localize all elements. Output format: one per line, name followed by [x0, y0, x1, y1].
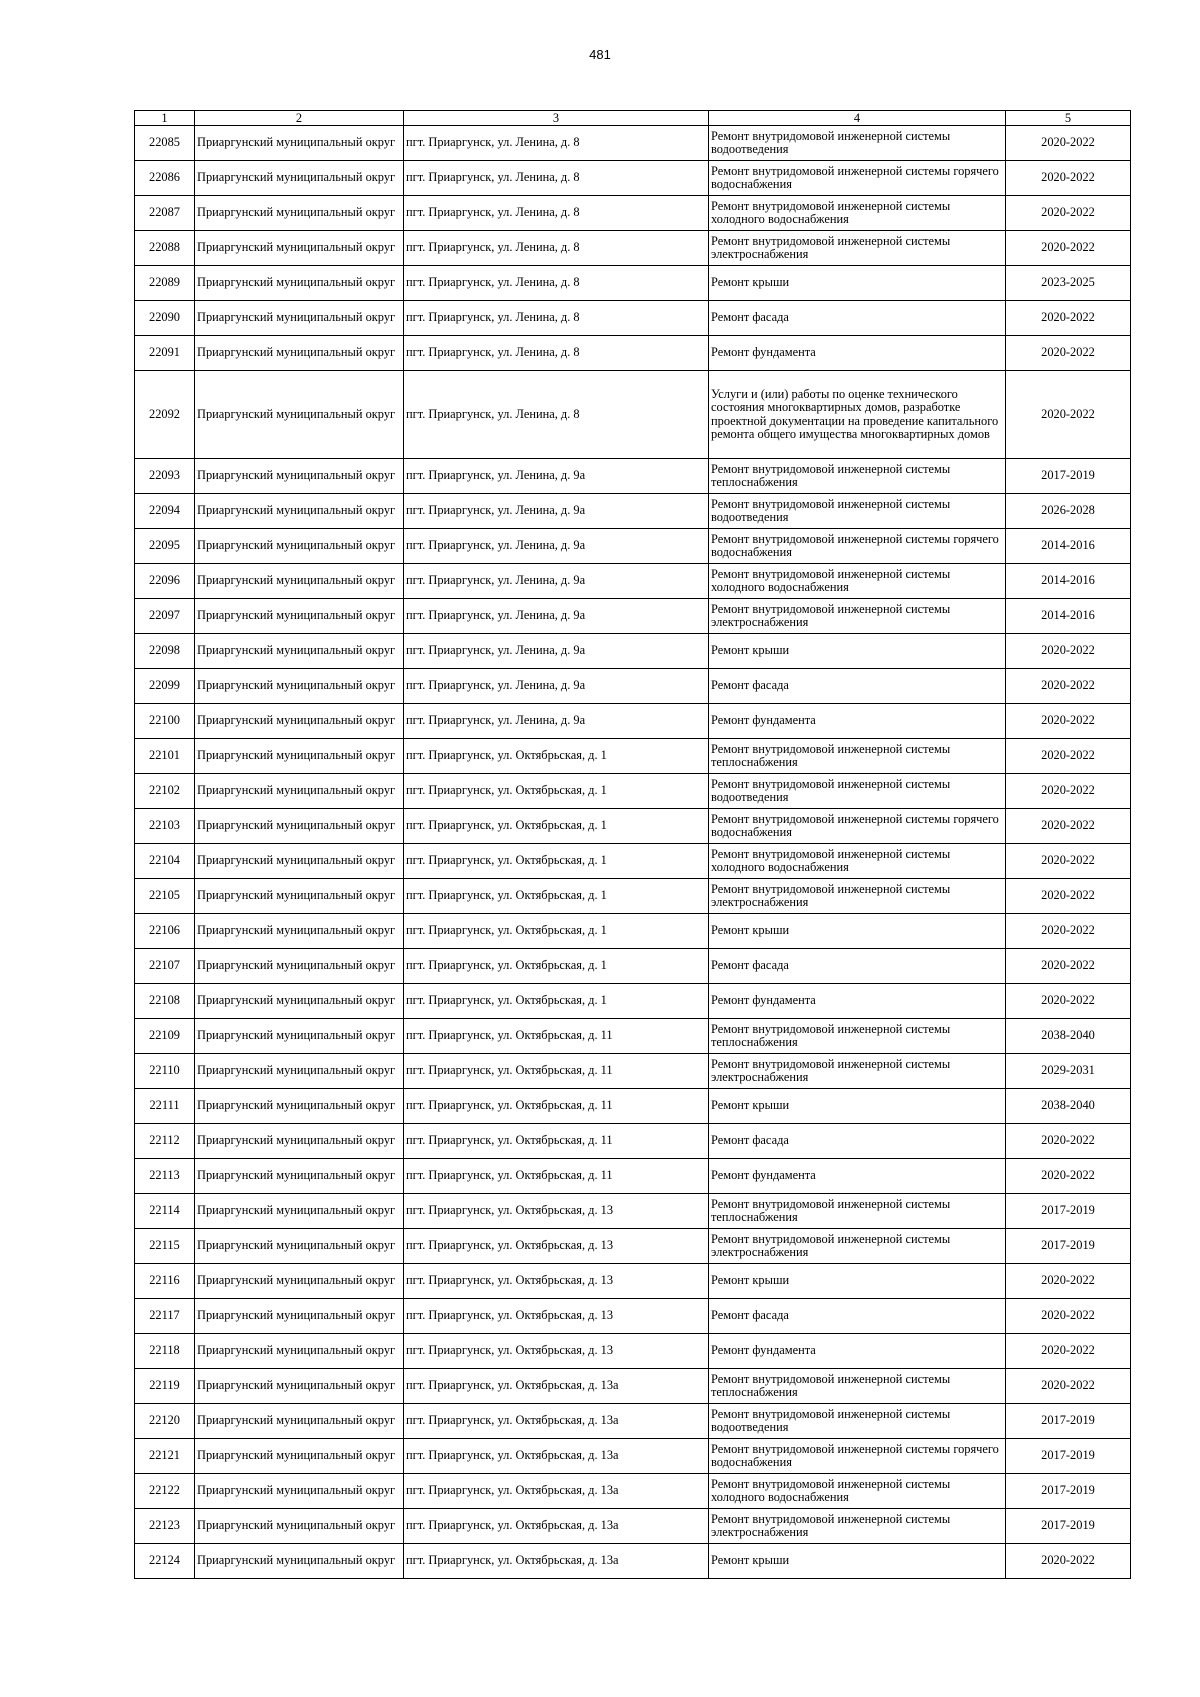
work-type-cell: Ремонт внутридомовой инженерной системы электроснабжения — [709, 1229, 1006, 1264]
work-type-cell: Ремонт крыши — [709, 1264, 1006, 1299]
table-body — [135, 111, 1131, 1579]
municipality-cell: Приаргунский муниципальный округ — [195, 231, 404, 266]
period-cell: 2020-2022 — [1006, 126, 1131, 161]
work-type-cell: Ремонт крыши — [709, 1089, 1006, 1124]
table-row — [135, 1194, 1131, 1229]
address-cell: пгт. Приаргунск, ул. Октябрьская, д. 1 — [404, 844, 709, 879]
municipality-cell: Приаргунский муниципальный округ — [195, 196, 404, 231]
period-cell: 2020-2022 — [1006, 809, 1131, 844]
period-cell: 2026-2028 — [1006, 494, 1131, 529]
municipality-cell: Приаргунский муниципальный округ — [195, 669, 404, 704]
period-cell: 2029-2031 — [1006, 1054, 1131, 1089]
table-row — [135, 1404, 1131, 1439]
row-number: 22087 — [135, 196, 195, 231]
table-row — [135, 1474, 1131, 1509]
municipality-cell: Приаргунский муниципальный округ — [195, 984, 404, 1019]
table-row — [135, 1509, 1131, 1544]
address-cell: пгт. Приаргунск, ул. Октябрьская, д. 11 — [404, 1019, 709, 1054]
work-type-cell: Ремонт крыши — [709, 266, 1006, 301]
row-number: 22120 — [135, 1404, 195, 1439]
address-cell: пгт. Приаргунск, ул. Октябрьская, д. 13а — [404, 1439, 709, 1474]
row-number: 22122 — [135, 1474, 195, 1509]
column-header-5: 5 — [1006, 111, 1131, 126]
row-number: 22092 — [135, 371, 195, 459]
row-number: 22098 — [135, 634, 195, 669]
address-cell: пгт. Приаргунск, ул. Октябрьская, д. 1 — [404, 809, 709, 844]
municipality-cell: Приаргунский муниципальный округ — [195, 949, 404, 984]
period-cell: 2020-2022 — [1006, 196, 1131, 231]
period-cell: 2020-2022 — [1006, 1334, 1131, 1369]
row-number: 22090 — [135, 301, 195, 336]
period-cell: 2020-2022 — [1006, 1369, 1131, 1404]
period-cell: 2020-2022 — [1006, 704, 1131, 739]
row-number: 22118 — [135, 1334, 195, 1369]
municipality-cell: Приаргунский муниципальный округ — [195, 301, 404, 336]
table-row — [135, 844, 1131, 879]
address-cell: пгт. Приаргунск, ул. Октябрьская, д. 13а — [404, 1474, 709, 1509]
work-type-cell: Ремонт фундамента — [709, 1159, 1006, 1194]
table-row — [135, 266, 1131, 301]
page-number: 481 — [589, 47, 611, 62]
work-type-cell: Ремонт внутридомовой инженерной системы горячего водоснабжения — [709, 809, 1006, 844]
table-row — [135, 914, 1131, 949]
table-row — [135, 1544, 1131, 1579]
row-number: 22101 — [135, 739, 195, 774]
period-cell: 2020-2022 — [1006, 1264, 1131, 1299]
row-number: 22095 — [135, 529, 195, 564]
table-row — [135, 459, 1131, 494]
municipality-cell: Приаргунский муниципальный округ — [195, 1439, 404, 1474]
address-cell: пгт. Приаргунск, ул. Октябрьская, д. 1 — [404, 984, 709, 1019]
table-row — [135, 1054, 1131, 1089]
row-number: 22112 — [135, 1124, 195, 1159]
municipality-cell: Приаргунский муниципальный округ — [195, 1229, 404, 1264]
column-header-3: 3 — [404, 111, 709, 126]
table-row — [135, 196, 1131, 231]
row-number: 22094 — [135, 494, 195, 529]
period-cell: 2020-2022 — [1006, 739, 1131, 774]
municipality-cell: Приаргунский муниципальный округ — [195, 879, 404, 914]
address-cell: пгт. Приаргунск, ул. Октябрьская, д. 13а — [404, 1544, 709, 1579]
municipality-cell: Приаргунский муниципальный округ — [195, 126, 404, 161]
address-cell: пгт. Приаргунск, ул. Октябрьская, д. 1 — [404, 914, 709, 949]
work-type-cell: Ремонт фасада — [709, 1124, 1006, 1159]
period-cell: 2014-2016 — [1006, 564, 1131, 599]
municipality-cell: Приаргунский муниципальный округ — [195, 494, 404, 529]
work-type-cell: Ремонт фундамента — [709, 984, 1006, 1019]
column-header-4: 4 — [709, 111, 1006, 126]
table-row — [135, 1159, 1131, 1194]
table-row — [135, 1369, 1131, 1404]
table-row — [135, 1264, 1131, 1299]
address-cell: пгт. Приаргунск, ул. Ленина, д. 9а — [404, 529, 709, 564]
address-cell: пгт. Приаргунск, ул. Ленина, д. 8 — [404, 336, 709, 371]
work-type-cell: Ремонт внутридомовой инженерной системы теплоснабжения — [709, 1019, 1006, 1054]
period-cell: 2017-2019 — [1006, 1229, 1131, 1264]
address-cell: пгт. Приаргунск, ул. Ленина, д. 8 — [404, 161, 709, 196]
work-type-cell: Ремонт внутридомовой инженерной системы горячего водоснабжения — [709, 1439, 1006, 1474]
address-cell: пгт. Приаргунск, ул. Ленина, д. 8 — [404, 196, 709, 231]
row-number: 22124 — [135, 1544, 195, 1579]
work-type-cell: Ремонт внутридомовой инженерной системы водоотведения — [709, 1404, 1006, 1439]
table-row — [135, 529, 1131, 564]
table-row — [135, 494, 1131, 529]
column-header-2: 2 — [195, 111, 404, 126]
work-type-cell: Ремонт внутридомовой инженерной системы электроснабжения — [709, 231, 1006, 266]
work-type-cell: Ремонт внутридомовой инженерной системы теплоснабжения — [709, 459, 1006, 494]
municipality-cell: Приаргунский муниципальный округ — [195, 336, 404, 371]
row-number: 22100 — [135, 704, 195, 739]
column-number-row — [135, 111, 1131, 126]
municipality-cell: Приаргунский муниципальный округ — [195, 704, 404, 739]
work-type-cell: Ремонт внутридомовой инженерной системы горячего водоснабжения — [709, 161, 1006, 196]
row-number: 22105 — [135, 879, 195, 914]
address-cell: пгт. Приаргунск, ул. Октябрьская, д. 1 — [404, 739, 709, 774]
table-row — [135, 564, 1131, 599]
table-row — [135, 1124, 1131, 1159]
work-type-cell: Ремонт внутридомовой инженерной системы электроснабжения — [709, 1509, 1006, 1544]
row-number: 22123 — [135, 1509, 195, 1544]
municipality-cell: Приаргунский муниципальный округ — [195, 1334, 404, 1369]
work-type-cell: Ремонт внутридомовой инженерной системы холодного водоснабжения — [709, 564, 1006, 599]
work-type-cell: Ремонт внутридомовой инженерной системы водоотведения — [709, 494, 1006, 529]
table-row — [135, 599, 1131, 634]
address-cell: пгт. Приаргунск, ул. Октябрьская, д. 13 — [404, 1299, 709, 1334]
address-cell: пгт. Приаргунск, ул. Ленина, д. 8 — [404, 371, 709, 459]
work-type-cell: Ремонт фундамента — [709, 704, 1006, 739]
period-cell: 2017-2019 — [1006, 1404, 1131, 1439]
period-cell: 2020-2022 — [1006, 301, 1131, 336]
row-number: 22106 — [135, 914, 195, 949]
period-cell: 2020-2022 — [1006, 161, 1131, 196]
work-type-cell: Ремонт внутридомовой инженерной системы водоотведения — [709, 126, 1006, 161]
work-type-cell: Ремонт внутридомовой инженерной системы электроснабжения — [709, 879, 1006, 914]
work-type-cell: Ремонт фасада — [709, 669, 1006, 704]
municipality-cell: Приаргунский муниципальный округ — [195, 1054, 404, 1089]
municipality-cell: Приаргунский муниципальный округ — [195, 459, 404, 494]
period-cell: 2020-2022 — [1006, 844, 1131, 879]
table-row — [135, 774, 1131, 809]
period-cell: 2020-2022 — [1006, 1159, 1131, 1194]
municipality-cell: Приаргунский муниципальный округ — [195, 774, 404, 809]
work-type-cell: Ремонт фасада — [709, 1299, 1006, 1334]
table-row — [135, 161, 1131, 196]
row-number: 22088 — [135, 231, 195, 266]
period-cell: 2038-2040 — [1006, 1019, 1131, 1054]
capital-repair-table — [134, 110, 1131, 1579]
address-cell: пгт. Приаргунск, ул. Октябрьская, д. 13 — [404, 1334, 709, 1369]
table-row — [135, 879, 1131, 914]
period-cell: 2023-2025 — [1006, 266, 1131, 301]
address-cell: пгт. Приаргунск, ул. Ленина, д. 9а — [404, 564, 709, 599]
row-number: 22116 — [135, 1264, 195, 1299]
table-row — [135, 949, 1131, 984]
table-row — [135, 1089, 1131, 1124]
municipality-cell: Приаргунский муниципальный округ — [195, 634, 404, 669]
address-cell: пгт. Приаргунск, ул. Ленина, д. 9а — [404, 669, 709, 704]
table-row — [135, 371, 1131, 459]
municipality-cell: Приаргунский муниципальный округ — [195, 1019, 404, 1054]
work-type-cell: Ремонт внутридомовой инженерной системы теплоснабжения — [709, 739, 1006, 774]
row-number: 22093 — [135, 459, 195, 494]
period-cell: 2020-2022 — [1006, 1544, 1131, 1579]
period-cell: 2020-2022 — [1006, 914, 1131, 949]
municipality-cell: Приаргунский муниципальный округ — [195, 1299, 404, 1334]
work-type-cell: Ремонт крыши — [709, 634, 1006, 669]
table-row — [135, 739, 1131, 774]
period-cell: 2020-2022 — [1006, 879, 1131, 914]
municipality-cell: Приаргунский муниципальный округ — [195, 1474, 404, 1509]
municipality-cell: Приаргунский муниципальный округ — [195, 1404, 404, 1439]
row-number: 22099 — [135, 669, 195, 704]
address-cell: пгт. Приаргунск, ул. Ленина, д. 9а — [404, 459, 709, 494]
address-cell: пгт. Приаргунск, ул. Ленина, д. 9а — [404, 704, 709, 739]
work-type-cell: Ремонт внутридомовой инженерной системы теплоснабжения — [709, 1194, 1006, 1229]
row-number: 22102 — [135, 774, 195, 809]
address-cell: пгт. Приаргунск, ул. Ленина, д. 9а — [404, 599, 709, 634]
address-cell: пгт. Приаргунск, ул. Октябрьская, д. 13а — [404, 1404, 709, 1439]
row-number: 22097 — [135, 599, 195, 634]
period-cell: 2020-2022 — [1006, 949, 1131, 984]
municipality-cell: Приаргунский муниципальный округ — [195, 1124, 404, 1159]
period-cell: 2014-2016 — [1006, 529, 1131, 564]
address-cell: пгт. Приаргунск, ул. Октябрьская, д. 13 — [404, 1194, 709, 1229]
table-row — [135, 231, 1131, 266]
address-cell: пгт. Приаргунск, ул. Ленина, д. 8 — [404, 126, 709, 161]
period-cell: 2038-2040 — [1006, 1089, 1131, 1124]
row-number: 22107 — [135, 949, 195, 984]
municipality-cell: Приаргунский муниципальный округ — [195, 1369, 404, 1404]
table-row — [135, 634, 1131, 669]
row-number: 22104 — [135, 844, 195, 879]
municipality-cell: Приаргунский муниципальный округ — [195, 1264, 404, 1299]
row-number: 22111 — [135, 1089, 195, 1124]
row-number: 22096 — [135, 564, 195, 599]
row-number: 22108 — [135, 984, 195, 1019]
municipality-cell: Приаргунский муниципальный округ — [195, 1089, 404, 1124]
period-cell: 2017-2019 — [1006, 1509, 1131, 1544]
address-cell: пгт. Приаргунск, ул. Ленина, д. 9а — [404, 634, 709, 669]
period-cell: 2017-2019 — [1006, 459, 1131, 494]
row-number: 22113 — [135, 1159, 195, 1194]
work-type-cell: Ремонт внутридомовой инженерной системы горячего водоснабжения — [709, 529, 1006, 564]
row-number: 22085 — [135, 126, 195, 161]
table-row — [135, 301, 1131, 336]
period-cell: 2017-2019 — [1006, 1439, 1131, 1474]
table-row — [135, 669, 1131, 704]
row-number: 22091 — [135, 336, 195, 371]
row-number: 22115 — [135, 1229, 195, 1264]
municipality-cell: Приаргунский муниципальный округ — [195, 1159, 404, 1194]
work-type-cell: Ремонт фундамента — [709, 1334, 1006, 1369]
row-number: 22109 — [135, 1019, 195, 1054]
period-cell: 2020-2022 — [1006, 1299, 1131, 1334]
period-cell: 2017-2019 — [1006, 1474, 1131, 1509]
table-row — [135, 704, 1131, 739]
period-cell: 2017-2019 — [1006, 1194, 1131, 1229]
row-number: 22086 — [135, 161, 195, 196]
address-cell: пгт. Приаргунск, ул. Ленина, д. 8 — [404, 301, 709, 336]
municipality-cell: Приаргунский муниципальный округ — [195, 1194, 404, 1229]
municipality-cell: Приаргунский муниципальный округ — [195, 739, 404, 774]
period-cell: 2020-2022 — [1006, 336, 1131, 371]
municipality-cell: Приаргунский муниципальный округ — [195, 266, 404, 301]
municipality-cell: Приаргунский муниципальный округ — [195, 529, 404, 564]
row-number: 22103 — [135, 809, 195, 844]
work-type-cell: Ремонт внутридомовой инженерной системы электроснабжения — [709, 599, 1006, 634]
period-cell: 2020-2022 — [1006, 634, 1131, 669]
address-cell: пгт. Приаргунск, ул. Ленина, д. 8 — [404, 266, 709, 301]
row-number: 22117 — [135, 1299, 195, 1334]
work-type-cell: Ремонт крыши — [709, 1544, 1006, 1579]
municipality-cell: Приаргунский муниципальный округ — [195, 809, 404, 844]
address-cell: пгт. Приаргунск, ул. Октябрьская, д. 13 — [404, 1264, 709, 1299]
table-row — [135, 1019, 1131, 1054]
table-row — [135, 1439, 1131, 1474]
work-type-cell: Ремонт крыши — [709, 914, 1006, 949]
period-cell: 2020-2022 — [1006, 1124, 1131, 1159]
address-cell: пгт. Приаргунск, ул. Октябрьская, д. 1 — [404, 949, 709, 984]
column-header-1: 1 — [135, 111, 195, 126]
address-cell: пгт. Приаргунск, ул. Октябрьская, д. 1 — [404, 774, 709, 809]
municipality-cell: Приаргунский муниципальный округ — [195, 371, 404, 459]
row-number: 22114 — [135, 1194, 195, 1229]
address-cell: пгт. Приаргунск, ул. Октябрьская, д. 13а — [404, 1509, 709, 1544]
row-number: 22110 — [135, 1054, 195, 1089]
address-cell: пгт. Приаргунск, ул. Октябрьская, д. 13а — [404, 1369, 709, 1404]
row-number: 22119 — [135, 1369, 195, 1404]
work-type-cell: Ремонт фасада — [709, 949, 1006, 984]
period-cell: 2020-2022 — [1006, 669, 1131, 704]
municipality-cell: Приаргунский муниципальный округ — [195, 844, 404, 879]
work-type-cell: Ремонт внутридомовой инженерной системы электроснабжения — [709, 1054, 1006, 1089]
table-row — [135, 336, 1131, 371]
table-row — [135, 1334, 1131, 1369]
period-cell: 2014-2016 — [1006, 599, 1131, 634]
row-number: 22121 — [135, 1439, 195, 1474]
table-row — [135, 1229, 1131, 1264]
municipality-cell: Приаргунский муниципальный округ — [195, 914, 404, 949]
work-type-cell: Ремонт внутридомовой инженерной системы холодного водоснабжения — [709, 196, 1006, 231]
table-row — [135, 984, 1131, 1019]
table-row — [135, 809, 1131, 844]
address-cell: пгт. Приаргунск, ул. Октябрьская, д. 11 — [404, 1124, 709, 1159]
work-type-cell: Ремонт фундамента — [709, 336, 1006, 371]
work-type-cell: Ремонт внутридомовой инженерной системы холодного водоснабжения — [709, 844, 1006, 879]
work-type-cell: Ремонт внутридомовой инженерной системы водоотведения — [709, 774, 1006, 809]
table-row — [135, 1299, 1131, 1334]
work-type-cell: Ремонт фасада — [709, 301, 1006, 336]
period-cell: 2020-2022 — [1006, 231, 1131, 266]
municipality-cell: Приаргунский муниципальный округ — [195, 599, 404, 634]
work-type-cell: Ремонт внутридомовой инженерной системы холодного водоснабжения — [709, 1474, 1006, 1509]
period-cell: 2020-2022 — [1006, 371, 1131, 459]
municipality-cell: Приаргунский муниципальный округ — [195, 1544, 404, 1579]
address-cell: пгт. Приаргунск, ул. Ленина, д. 9а — [404, 494, 709, 529]
work-type-cell: Услуги и (или) работы по оценке технического состояния многоквартирных домов, разработке проектной документации на проведение капитального ремонта общего имущества многоквартирных домов — [709, 371, 1006, 459]
municipality-cell: Приаргунский муниципальный округ — [195, 161, 404, 196]
period-cell: 2020-2022 — [1006, 984, 1131, 1019]
address-cell: пгт. Приаргунск, ул. Октябрьская, д. 11 — [404, 1054, 709, 1089]
address-cell: пгт. Приаргунск, ул. Октябрьская, д. 11 — [404, 1089, 709, 1124]
period-cell: 2020-2022 — [1006, 774, 1131, 809]
address-cell: пгт. Приаргунск, ул. Ленина, д. 8 — [404, 231, 709, 266]
work-type-cell: Ремонт внутридомовой инженерной системы теплоснабжения — [709, 1369, 1006, 1404]
row-number: 22089 — [135, 266, 195, 301]
address-cell: пгт. Приаргунск, ул. Октябрьская, д. 11 — [404, 1159, 709, 1194]
municipality-cell: Приаргунский муниципальный округ — [195, 1509, 404, 1544]
address-cell: пгт. Приаргунск, ул. Октябрьская, д. 1 — [404, 879, 709, 914]
address-cell: пгт. Приаргунск, ул. Октябрьская, д. 13 — [404, 1229, 709, 1264]
municipality-cell: Приаргунский муниципальный округ — [195, 564, 404, 599]
table-row — [135, 126, 1131, 161]
